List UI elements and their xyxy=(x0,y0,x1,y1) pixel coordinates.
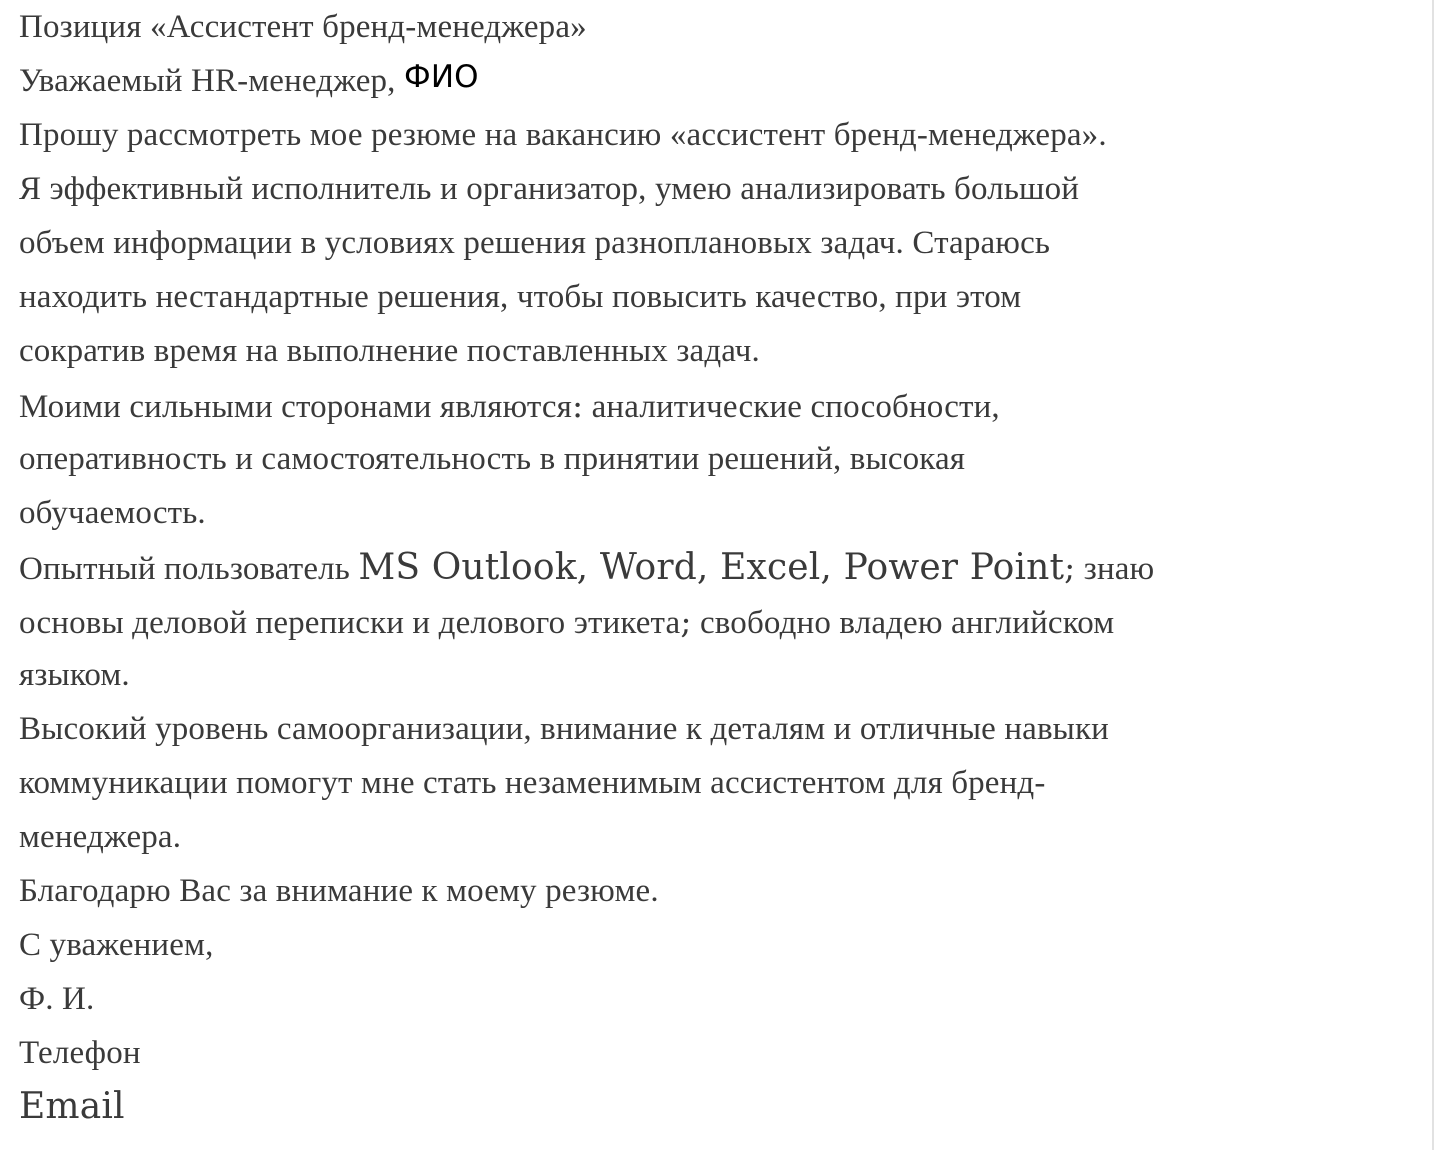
paragraph-2-line-2: оперативность и самостоятельность в принятии решений, высокая xyxy=(19,441,966,477)
software-list: MS Outlook, Word, Excel, Power Point xyxy=(358,547,1065,588)
closing-line: С уважением, xyxy=(19,927,214,963)
greeting-line: Уважаемый HR-менеджер, ФИО xyxy=(19,59,479,99)
phone-line: Телефон xyxy=(19,1035,141,1071)
paragraph-3-line-2: основы деловой переписки и делового этикета; свободно владею английском xyxy=(19,602,1115,641)
greeting-name-placeholder: ФИО xyxy=(404,59,479,95)
email-line: Email xyxy=(19,1086,125,1127)
paragraph-4-line-2: коммуникации помогут мне стать незаменимым ассистентом для бренд- xyxy=(19,765,1046,801)
request-line: Прошу рассмотреть мое резюме на вакансию «ассистент бренд-менеджера». xyxy=(19,117,1107,153)
thanks-line: Благодарю Вас за внимание к моему резюме. xyxy=(19,873,659,909)
paragraph-2-line-3: обучаемость. xyxy=(19,495,206,531)
paragraph-4-line-3: менеджера. xyxy=(19,819,182,855)
paragraph-1-line-4: сократив время на выполнение поставленных задач. xyxy=(19,333,760,369)
paragraph-3-line-1: Опытный пользователь MS Outlook, Word, Excel, Power Point; знаю xyxy=(19,547,1155,588)
signature-line: Ф. И. xyxy=(19,981,95,1017)
paragraph-1-line-2: объем информации в условиях решения разноплановых задач. Стараюсь xyxy=(19,225,1051,261)
paragraph-4-line-1: Высокий уровень самоорганизации, внимание к деталям и отличные навыки xyxy=(19,711,1109,747)
position-title: Позиция «Ассистент бренд-менеджера» xyxy=(19,9,587,45)
paragraph-2-line-1: Моими сильными сторонами являются: аналитические способности, xyxy=(19,386,1000,425)
paragraph-3-line-3: языком. xyxy=(19,657,130,693)
paragraph-1-line-1: Я эффективный исполнитель и организатор, умею анализировать большой xyxy=(19,171,1080,207)
paragraph-1-line-3: находить нестандартные решения, чтобы повысить качество, при этом xyxy=(19,279,1022,315)
